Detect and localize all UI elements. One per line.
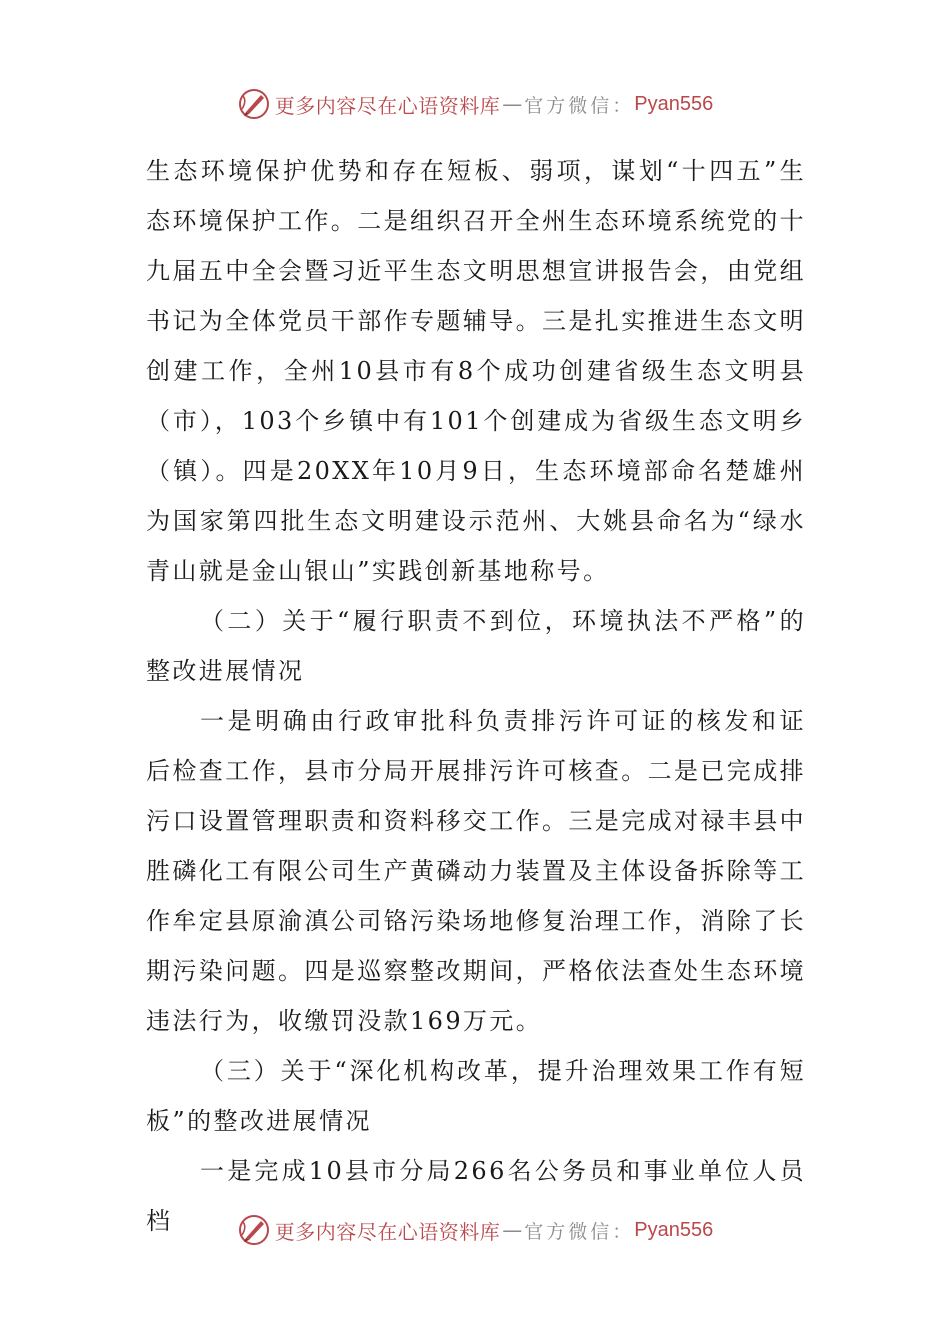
header-watermark: [0, 84, 950, 124]
banner-wechat-id: Pyan556: [634, 1218, 714, 1241]
banner-text: 更多内容尽在心语资料库: [274, 93, 501, 118]
quill-pen-logo-icon: [237, 87, 271, 121]
footer-watermark: [0, 1210, 950, 1250]
paragraph-section-2: 一是明确由行政审批科负责排污许可证的核发和证后检查工作，县市分局开展排污许可核查。二是已完成排污口设置管理职责和资料移交工作。三是完成对禄丰县中胜磷化工有限公司生产黄磷动力装置及主体设备拆除等工作牟定县原渝滇公司铬污染场地修复治理工作，消除了长期污染问题。四是巡察整改期间，严格依法查处生态环境违法行为，收缴罚没款169万元。: [146, 707, 806, 1035]
banner-wechat-label: 官方微信：: [524, 94, 635, 117]
banner-text: 更多内容尽在心语资料库: [274, 1219, 501, 1244]
banner-separator: —: [502, 1218, 523, 1242]
section-heading-3: （三）关于“深化机构改革，提升治理效果工作有短板”的整改进展情况: [146, 1057, 806, 1135]
banner-separator: —: [502, 92, 523, 116]
banner-wechat-id: Pyan556: [634, 92, 714, 115]
paragraph-section-3: 一是完成10县市分局266名公务员和事业单位人员档: [146, 1157, 806, 1235]
section-heading-2: （二）关于“履行职责不到位，环境执法不严格”的整改进展情况: [146, 607, 806, 685]
paragraph-continued: 生态环境保护优势和存在短板、弱项，谋划“十四五”生态环境保护工作。二是组织召开全州生态环境系统党的十九届五中全会暨习近平生态文明思想宣讲报告会，由党组书记为全体党员干部作专题辅导。三是扎实推进生态文明创建工作，全州10县市有8个成功创建省级生态文明县（市），103个乡镇中有101个创建成为省级生态文明乡（镇）。四是20XX年10月9日，生态环境部命名楚雄州为国家第四批生态文明建设示范州、大姚县命名为“绿水青山就是金山银山”实践创新基地称号。: [146, 157, 806, 585]
quill-pen-logo-icon: [237, 1213, 271, 1247]
document-body: [146, 146, 806, 1246]
banner-wechat-label: 官方微信：: [524, 1220, 635, 1243]
